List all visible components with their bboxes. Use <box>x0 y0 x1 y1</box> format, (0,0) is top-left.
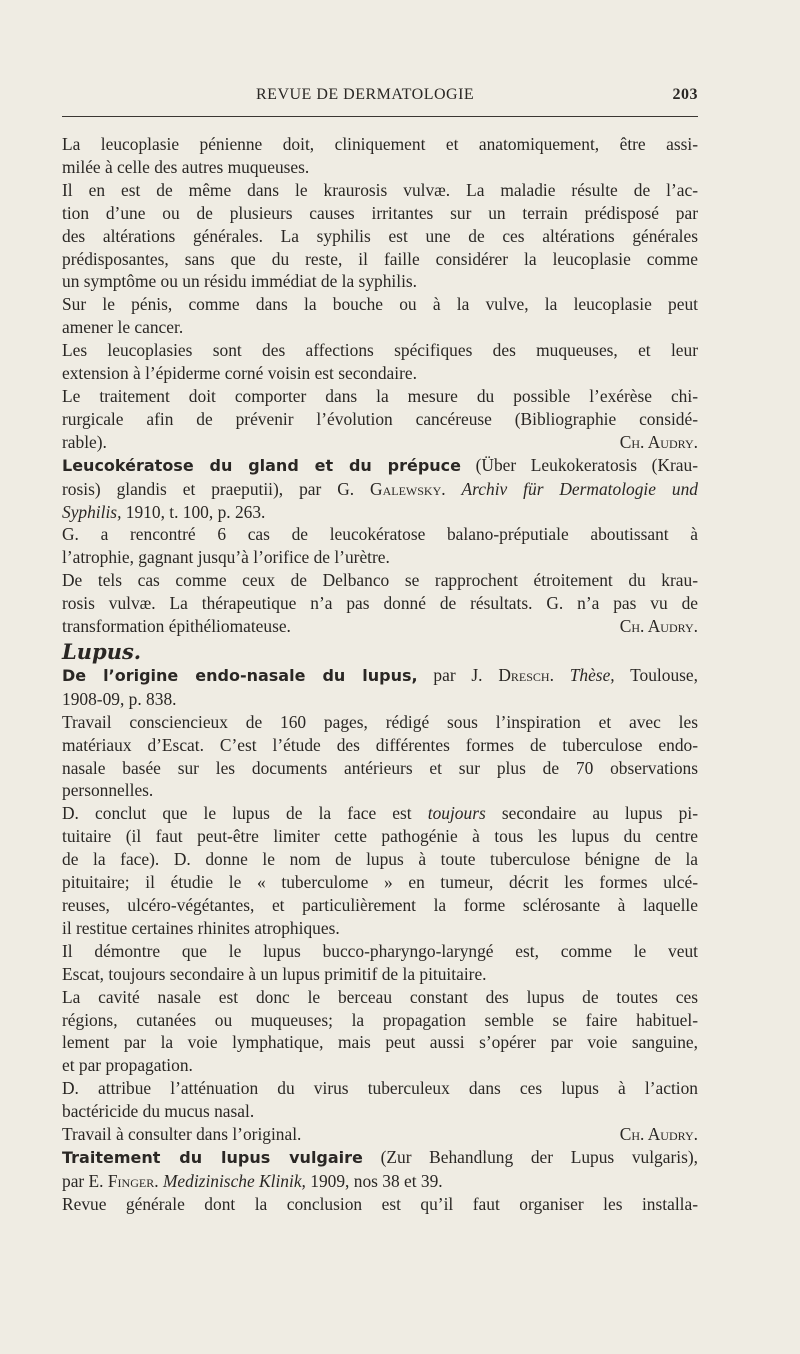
text-line: l’atrophie, gagnant jusqu’à l’orifice de l’urètre. <box>62 547 390 568</box>
text-line: Il démontre que le lupus bucco-pharyngo-laryngé est, comme le veut <box>62 940 698 961</box>
text-line: matériaux d’Escat. C’est l’étude des différentes formes de tuberculose endo- <box>62 734 698 755</box>
text-line: D. attribue l’atténuation du virus tuberculeux dans ces lupus à l’action <box>62 1078 698 1099</box>
reference-text: (Über Leukokeratosis (Krau- <box>475 454 698 475</box>
page-number: 203 <box>672 86 698 103</box>
text-fragment: Travail à consulter dans l’original. <box>62 1124 302 1145</box>
emphasis: toujours <box>427 803 486 824</box>
text-line: extension à l’épiderme corné voisin est secondaire. <box>62 363 417 384</box>
text-line: des altérations générales. La syphilis est une de ces altérations générales <box>62 225 698 246</box>
text-line: un symptôme ou un résidu immédiat de la syphilis. <box>62 271 418 292</box>
section-heading: Lupus. <box>62 638 142 664</box>
text-line <box>62 802 698 825</box>
journal-name: Thèse, <box>569 664 615 685</box>
article-heading-line <box>62 664 698 688</box>
reference-line <box>62 501 698 524</box>
text-line: prédisposantes, sans que du reste, il faille considérer la leucoplasie comme <box>62 248 698 269</box>
signature: Ch. Audry. <box>619 1124 698 1145</box>
text-line: il restitue certaines rhinites atrophiques. <box>62 917 340 938</box>
article-title: Traitement du lupus vulgaire <box>62 1147 363 1167</box>
text-line: nasale basée sur les documents antérieurs et sur plus de 70 observations <box>62 757 698 778</box>
text-line: Les leucoplasies sont des affections spécifiques des muqueuses, et leur <box>62 340 698 361</box>
text-line: lement par la voie lymphatique, mais peut aussi s’opérer par voie sanguine, <box>62 1032 698 1053</box>
text-line: rosis vulvæ. La thérapeutique n’a pas donné de résultats. G. n’a pas vu de <box>62 593 698 614</box>
text-fragment: D. conclut que le lupus de la face est <box>62 803 412 824</box>
text-line: régions, cutanées ou muqueuses; la propagation semble se faire habituel- <box>62 1009 698 1030</box>
text-line: Il en est de même dans le kraurosis vulvæ. La maladie résulte de l’ac- <box>62 179 698 200</box>
article-title: De l’origine endo-nasale du lupus, <box>62 665 418 685</box>
text-line: Revue générale dont la conclusion est qu’il faut organiser les installa- <box>62 1193 698 1214</box>
text-line: tuitaire (il faut peut-être limiter cette pathogénie à tous les lupus du centre <box>62 826 698 847</box>
text-line: G. a rencontré 6 cas de leucokératose balano-préputiale aboutissant à <box>62 524 698 545</box>
article-body <box>62 133 698 1216</box>
text-line: La leucoplasie pénienne doit, cliniquement et anatomiquement, être assi- <box>62 134 698 154</box>
text-line: reuses, ulcéro-végétantes, et particulièrement la forme sclérosante à laquelle <box>62 895 698 915</box>
reference-text: rosis) glandis et praeputii), par G. <box>62 478 355 499</box>
text-fragment: secondaire au lupus pi- <box>501 803 698 824</box>
article-heading-line <box>62 454 698 478</box>
text-line: Sur le pénis, comme dans la bouche ou à la vulve, la leucoplasie peut <box>62 294 698 315</box>
text-line: pituitaire; il étudie le « tuberculome » en tumeur, décrit les formes ulcé- <box>62 872 698 893</box>
journal-name: Syphilis, <box>62 501 122 522</box>
text-fragment: rable). <box>62 431 107 452</box>
reference-line <box>62 478 698 501</box>
journal-name: Medizinische Klinik, <box>162 1170 306 1191</box>
journal-title: REVUE DE DERMATOLOGIE <box>256 86 475 103</box>
text-line: De tels cas comme ceux de Delbanco se rapprochent étroitement du krau- <box>62 570 698 591</box>
reference-text: par J. <box>433 664 483 685</box>
reference-text: 1909, nos 38 et 39. <box>310 1170 443 1191</box>
text-line: tion d’une ou de plusieurs causes irritantes sur un terrain prédisposé par <box>62 202 698 223</box>
signature: Ch. Audry. <box>619 431 698 452</box>
text-line: rurgicale afin de prévenir l’évolution cancéreuse (Bibliographie considé- <box>62 408 698 429</box>
article-title: Leucokératose du gland et du prépuce <box>62 455 461 475</box>
text-line: personnelles. <box>62 780 154 801</box>
text-line: de la face). D. donne le nom de lupus à toute tuberculose bénigne de la <box>62 849 698 870</box>
text-line: Travail consciencieux de 160 pages, rédigé sous l’inspiration et avec les <box>62 711 698 732</box>
reference-line: 1908-09, p. 838. <box>62 688 177 709</box>
running-header <box>62 84 698 108</box>
signature: Ch. Audry. <box>619 616 698 637</box>
text-line: bactéricide du mucus nasal. <box>62 1101 255 1122</box>
text-line: milée à celle des autres muqueuses. <box>62 156 310 177</box>
journal-name: Archiv für Dermatologie und <box>461 478 698 499</box>
author-name: Finger. <box>107 1170 159 1191</box>
reference-text: (Zur Behandlung der Lupus vulgaris), <box>380 1146 698 1167</box>
header-rule <box>62 116 698 117</box>
text-line: Le traitement doit comporter dans la mesure du possible l’exérèse chi- <box>62 385 698 406</box>
text-line-with-signature <box>62 1123 698 1146</box>
reference-text: 1910, t. 100, p. 263. <box>125 501 266 522</box>
text-line-with-signature <box>62 615 698 638</box>
text-line: La cavité nasale est donc le berceau constant des lupus de toutes ces <box>62 986 698 1007</box>
article-heading-line <box>62 1146 698 1170</box>
reference-text: Toulouse, <box>630 664 698 685</box>
text-line-with-signature <box>62 431 698 454</box>
author-name: Galewsky. <box>370 478 446 499</box>
text-line: amener le cancer. <box>62 317 184 338</box>
author-name: Dresch. <box>498 664 554 685</box>
reference-text: par E. <box>62 1170 104 1191</box>
reference-line <box>62 1170 698 1193</box>
text-fragment: transformation épithéliomateuse. <box>62 616 291 637</box>
text-line: et par propagation. <box>62 1055 193 1076</box>
text-line: Escat, toujours secondaire à un lupus primitif de la pituitaire. <box>62 963 487 984</box>
